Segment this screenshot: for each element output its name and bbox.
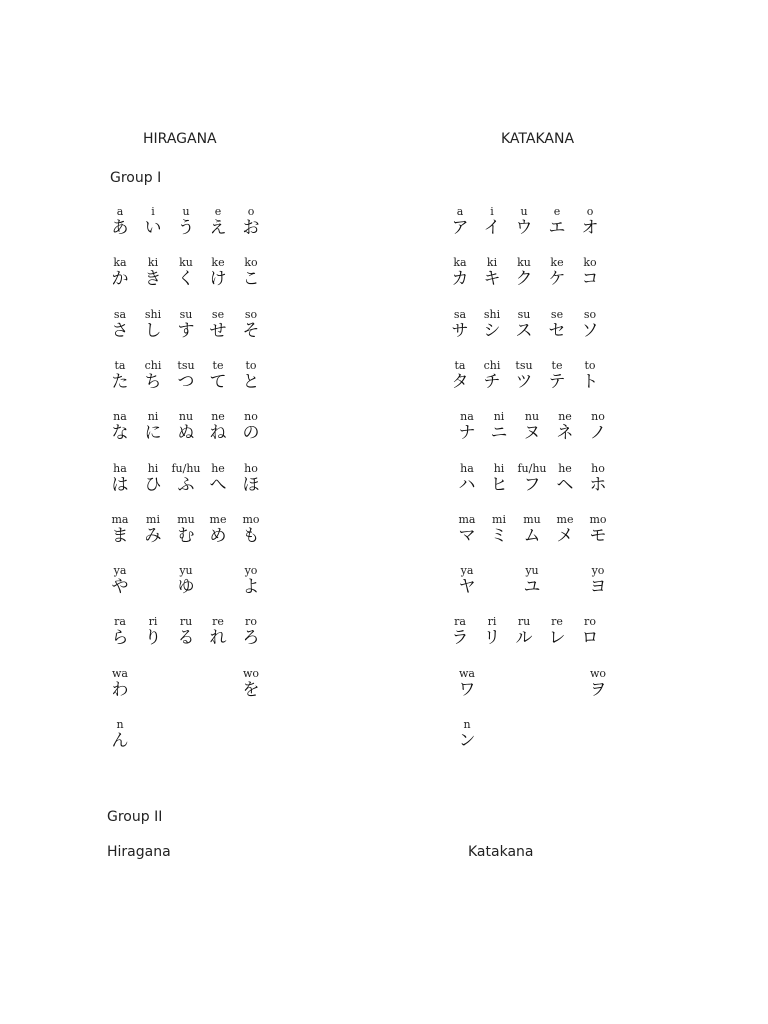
romaji-label: a — [116, 205, 124, 218]
romaji-label: ya — [113, 564, 127, 578]
kana-character: ム — [523, 525, 541, 546]
kana-character: リ — [483, 628, 501, 649]
katakana-title: KATAKANA — [501, 131, 575, 147]
kana-character: モ — [589, 525, 607, 546]
kana-character: み — [144, 525, 162, 546]
kana-character: ウ — [515, 218, 533, 238]
romaji-label: ni — [147, 410, 159, 424]
romaji-label: o — [586, 205, 594, 218]
kana-character: セ — [548, 320, 566, 341]
kana-character: え — [209, 218, 227, 238]
romaji-label: me — [556, 512, 574, 526]
kana-character: ン — [458, 731, 476, 751]
kana-character: も — [242, 525, 260, 546]
romaji-label: ka — [113, 256, 127, 270]
romaji-label: mu — [523, 512, 541, 526]
kana-character: し — [144, 320, 162, 341]
kana-character: ケ — [548, 269, 566, 290]
kana-character: た — [111, 371, 129, 392]
kana-character: な — [111, 423, 129, 444]
kana-character: フ — [523, 474, 541, 495]
kana-character: タ — [451, 371, 469, 392]
romaji-label: sa — [453, 307, 467, 321]
romaji-label: mi — [492, 512, 506, 526]
romaji-label: se — [211, 307, 225, 321]
romaji-label: n — [116, 718, 124, 731]
kana-character: と — [242, 371, 260, 392]
kana-character: ん — [111, 731, 129, 751]
kana-character: マ — [458, 525, 476, 546]
romaji-label: ki — [486, 256, 498, 270]
romaji-label: ha — [113, 461, 127, 475]
kana-character: は — [111, 474, 129, 495]
romaji-label: hi — [147, 461, 159, 475]
romaji-label: mo — [242, 512, 260, 526]
kana-character: ふ — [177, 474, 195, 495]
kana-character: め — [209, 525, 227, 546]
romaji-label: ri — [148, 615, 158, 629]
kana-character: お — [242, 218, 260, 238]
kana-character: む — [177, 525, 195, 546]
kana-character: テ — [548, 371, 566, 392]
kana-character: ソ — [581, 320, 599, 341]
romaji-label: ra — [114, 615, 126, 629]
romaji-label: su — [517, 307, 531, 321]
romaji-label: sa — [113, 307, 127, 321]
kana-character: て — [209, 371, 227, 392]
katakana-subheading: Katakana — [468, 844, 534, 860]
romaji-label: ku — [517, 256, 531, 270]
romaji-label: shi — [483, 307, 501, 321]
kana-character: イ — [483, 218, 501, 238]
romaji-label: ru — [517, 615, 531, 629]
romaji-label: se — [550, 307, 564, 321]
kana-character: へ — [209, 474, 227, 495]
romaji-label: chi — [144, 358, 162, 372]
kana-character: つ — [177, 371, 195, 392]
kana-character: チ — [483, 371, 501, 392]
romaji-label: ya — [460, 564, 474, 578]
romaji-label: mu — [177, 512, 195, 526]
romaji-label: ta — [454, 358, 466, 372]
kana-character: シ — [483, 320, 501, 341]
kana-character: ラ — [451, 628, 469, 649]
kana-character: ホ — [589, 474, 607, 495]
kana-character: ア — [451, 218, 469, 238]
romaji-label: to — [584, 358, 596, 372]
group-2-heading: Group II — [107, 809, 163, 825]
kana-character: か — [111, 269, 129, 290]
romaji-label: ne — [211, 410, 225, 424]
kana-character: あ — [111, 218, 129, 238]
romaji-label: ma — [458, 512, 476, 526]
romaji-label: ne — [558, 410, 572, 424]
hiragana-subheading: Hiragana — [107, 844, 171, 860]
romaji-label: a — [456, 205, 464, 218]
kana-character: に — [144, 423, 162, 444]
kana-character: ヌ — [523, 423, 541, 444]
romaji-label: tsu — [177, 358, 195, 372]
romaji-label: wo — [589, 666, 607, 680]
romaji-label: ke — [550, 256, 564, 270]
kana-character: け — [209, 269, 227, 290]
romaji-label: hi — [493, 461, 505, 475]
romaji-label: yo — [591, 564, 605, 578]
kana-character: ネ — [556, 423, 574, 444]
romaji-label: so — [583, 307, 597, 321]
kana-character: ナ — [458, 423, 476, 444]
romaji-label: ha — [460, 461, 474, 475]
kana-character: ニ — [490, 423, 508, 444]
kana-character: ね — [209, 423, 227, 444]
romaji-label: no — [244, 410, 258, 424]
romaji-label: fu/hu — [517, 461, 547, 475]
kana-character: い — [144, 218, 162, 238]
romaji-label: mo — [589, 512, 607, 526]
kana-character: ル — [515, 628, 533, 649]
romaji-label: yu — [179, 564, 193, 578]
kana-character: の — [242, 423, 260, 444]
romaji-label: ko — [583, 256, 597, 270]
kana-character: れ — [209, 628, 227, 649]
romaji-label: ki — [147, 256, 159, 270]
romaji-label: no — [591, 410, 605, 424]
romaji-label: ka — [453, 256, 467, 270]
romaji-label: ho — [591, 461, 605, 475]
kana-character: サ — [451, 320, 469, 341]
romaji-label: te — [551, 358, 563, 372]
romaji-label: i — [490, 205, 494, 218]
kana-character: ロ — [581, 628, 599, 649]
romaji-label: wa — [112, 666, 128, 680]
romaji-label: i — [151, 205, 155, 218]
kana-character: わ — [111, 679, 129, 700]
romaji-label: to — [245, 358, 257, 372]
kana-character: ト — [581, 371, 599, 392]
kana-character: ヨ — [589, 577, 607, 598]
romaji-label: fu/hu — [171, 461, 201, 475]
romaji-label: me — [209, 512, 227, 526]
romaji-label: su — [179, 307, 193, 321]
romaji-label: ku — [179, 256, 193, 270]
kana-character: せ — [209, 320, 227, 341]
kana-character: り — [144, 628, 162, 649]
romaji-label: tsu — [515, 358, 533, 372]
romaji-label: mi — [146, 512, 160, 526]
kana-character: ぬ — [177, 423, 195, 444]
romaji-label: e — [553, 205, 561, 218]
romaji-label: e — [214, 205, 222, 218]
kana-character: よ — [242, 577, 260, 598]
kana-character: く — [177, 269, 195, 290]
kana-character: そ — [242, 320, 260, 341]
kana-character: ヒ — [490, 474, 508, 495]
kana-character: す — [177, 320, 195, 341]
kana-character: ひ — [144, 474, 162, 495]
kana-character: レ — [548, 628, 566, 649]
kana-character: ほ — [242, 474, 260, 495]
kana-character: を — [242, 679, 260, 700]
kana-character: さ — [111, 320, 129, 341]
kana-character: ち — [144, 371, 162, 392]
kana-character: ゆ — [177, 577, 195, 598]
group-1-heading: Group I — [110, 170, 162, 186]
kana-character: オ — [581, 218, 599, 238]
romaji-label: re — [212, 615, 224, 629]
romaji-label: ho — [244, 461, 258, 475]
romaji-label: ma — [111, 512, 129, 526]
kana-character: ヤ — [458, 577, 476, 598]
kana-character: こ — [242, 269, 260, 290]
romaji-label: ra — [454, 615, 466, 629]
romaji-label: ri — [487, 615, 497, 629]
kana-character: ツ — [515, 371, 533, 392]
kana-character: や — [111, 577, 129, 598]
kana-character: る — [177, 628, 195, 649]
romaji-label: u — [182, 205, 190, 218]
romaji-label: nu — [178, 410, 194, 424]
romaji-label: na — [113, 410, 127, 424]
romaji-label: wa — [459, 666, 475, 680]
romaji-label: ta — [114, 358, 126, 372]
romaji-label: wo — [242, 666, 260, 680]
romaji-label: he — [558, 461, 572, 475]
romaji-label: u — [520, 205, 528, 218]
kana-character: カ — [451, 269, 469, 290]
kana-character: ノ — [589, 423, 607, 444]
kana-character: コ — [581, 269, 599, 290]
romaji-label: chi — [483, 358, 501, 372]
kana-character: ろ — [242, 628, 260, 649]
romaji-label: he — [211, 461, 225, 475]
romaji-label: na — [460, 410, 474, 424]
kana-character: メ — [556, 525, 574, 546]
kana-character: ま — [111, 525, 129, 546]
kana-character: き — [144, 269, 162, 290]
kana-character: ミ — [490, 525, 508, 546]
romaji-label: ke — [211, 256, 225, 270]
kana-character: ら — [111, 628, 129, 649]
kana-character: エ — [548, 218, 566, 238]
kana-character: キ — [483, 269, 501, 290]
kana-character: ワ — [458, 679, 476, 700]
kana-character: ク — [515, 269, 533, 290]
romaji-label: o — [247, 205, 255, 218]
kana-character: ス — [515, 320, 533, 341]
kana-character: ヘ — [556, 474, 574, 495]
romaji-label: ro — [584, 615, 596, 629]
romaji-label: yu — [525, 564, 539, 578]
kana-character: ユ — [523, 577, 541, 598]
romaji-label: re — [551, 615, 563, 629]
romaji-label: ro — [245, 615, 257, 629]
kana-character: う — [177, 218, 195, 238]
romaji-label: te — [212, 358, 224, 372]
romaji-label: ru — [179, 615, 193, 629]
romaji-label: so — [244, 307, 258, 321]
romaji-label: ko — [244, 256, 258, 270]
romaji-label: ni — [493, 410, 505, 424]
romaji-label: yo — [244, 564, 258, 578]
hiragana-title: HIRAGANA — [143, 131, 217, 147]
romaji-label: nu — [524, 410, 540, 424]
romaji-label: n — [463, 718, 471, 731]
kana-character: ハ — [458, 474, 476, 495]
kana-character: ヲ — [589, 679, 607, 700]
romaji-label: shi — [144, 307, 162, 321]
